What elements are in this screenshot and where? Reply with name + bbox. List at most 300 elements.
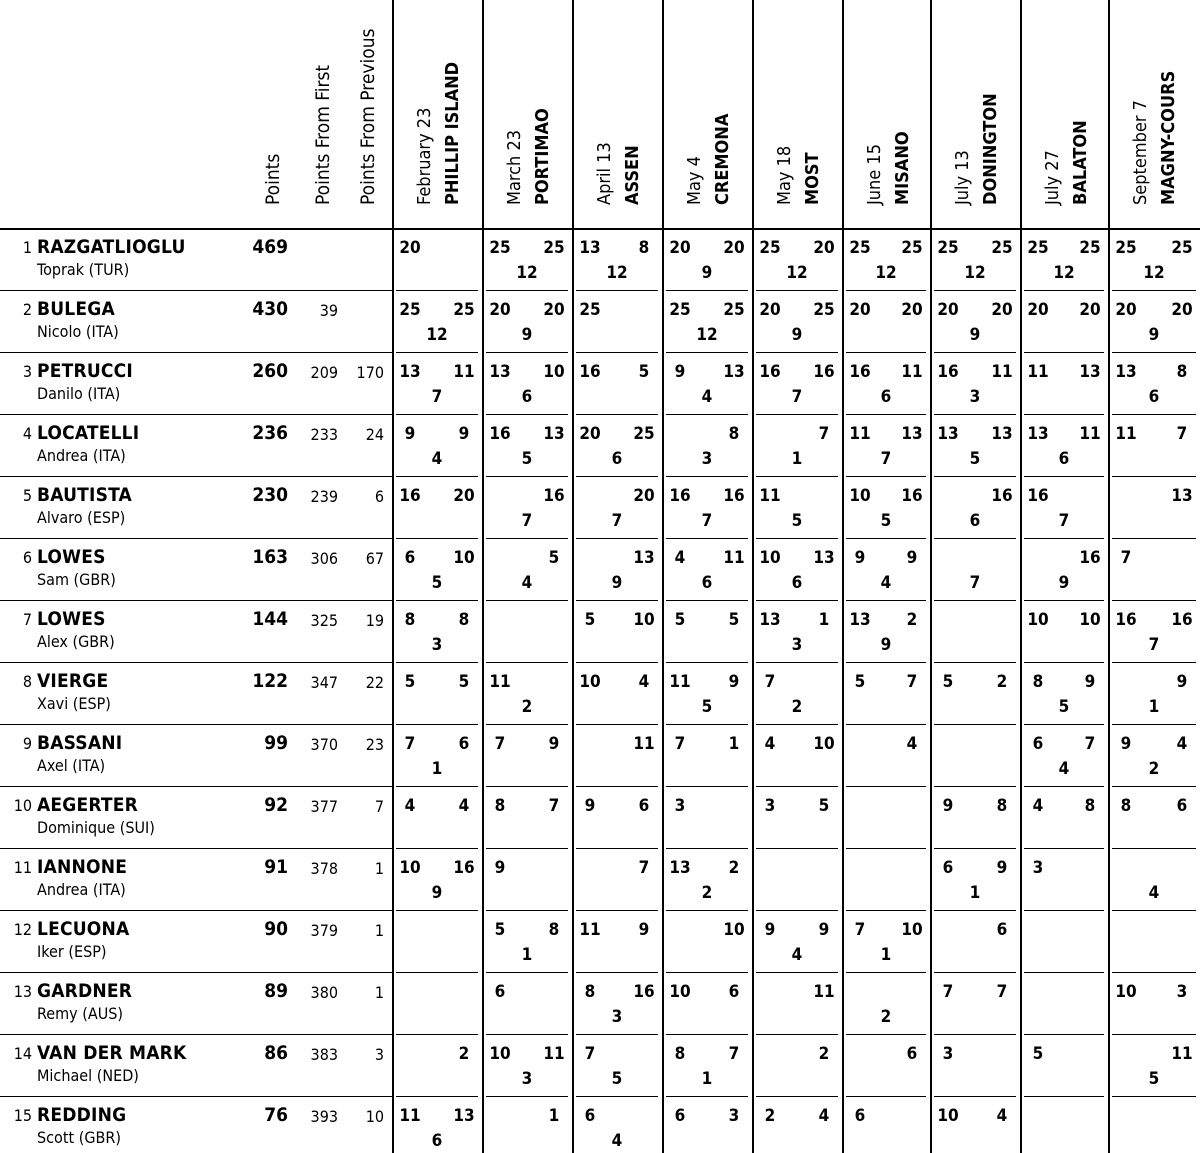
row-divider bbox=[756, 724, 838, 725]
race2-points: 7 bbox=[728, 1044, 740, 1064]
superpole-race-points: 7 bbox=[611, 511, 623, 531]
round-track: DONINGTON bbox=[980, 93, 1001, 205]
superpole-race-points: 2 bbox=[880, 1007, 892, 1027]
race1-points: 9 bbox=[404, 424, 416, 444]
row-divider bbox=[576, 600, 658, 601]
column-divider bbox=[1020, 0, 1022, 1153]
header-divider bbox=[0, 228, 1200, 230]
rider-surname: AEGERTER bbox=[37, 794, 139, 816]
round-track: CREMONA bbox=[712, 113, 733, 205]
race1-points: 8 bbox=[1120, 796, 1132, 816]
race1-points: 4 bbox=[1032, 796, 1044, 816]
row-divider bbox=[396, 600, 478, 601]
superpole-race-points: 7 bbox=[969, 573, 981, 593]
row-divider bbox=[0, 972, 392, 973]
row-divider bbox=[846, 600, 926, 601]
row-divider bbox=[396, 1034, 478, 1035]
race1-points: 5 bbox=[584, 610, 596, 630]
rider-firstname: Toprak (TUR) bbox=[37, 260, 130, 279]
race1-points: 8 bbox=[404, 610, 416, 630]
row-divider bbox=[486, 538, 568, 539]
superpole-race-points: 6 bbox=[1058, 449, 1070, 469]
superpole-race-points: 9 bbox=[431, 883, 443, 903]
race2-points: 7 bbox=[818, 424, 830, 444]
race1-points: 13 bbox=[759, 610, 781, 630]
rider-firstname: Andrea (ITA) bbox=[37, 880, 126, 899]
race2-points: 2 bbox=[728, 858, 740, 878]
superpole-race-points: 9 bbox=[521, 325, 533, 345]
race2-points: 25 bbox=[1079, 238, 1101, 258]
row-divider bbox=[756, 848, 838, 849]
race2-points: 16 bbox=[901, 486, 923, 506]
race1-points: 13 bbox=[669, 858, 691, 878]
superpole-race-points: 5 bbox=[1148, 1069, 1160, 1089]
row-divider bbox=[396, 414, 478, 415]
race1-points: 5 bbox=[494, 920, 506, 940]
row-divider bbox=[756, 538, 838, 539]
race2-points: 25 bbox=[453, 300, 475, 320]
row-divider bbox=[396, 786, 478, 787]
race1-points: 3 bbox=[764, 796, 776, 816]
row-divider bbox=[666, 1034, 748, 1035]
rider-points: 90 bbox=[264, 918, 288, 940]
rider-firstname: Danilo (ITA) bbox=[37, 384, 121, 403]
row-divider bbox=[1024, 476, 1104, 477]
superpole-race-points: 12 bbox=[1053, 263, 1075, 283]
race2-points: 20 bbox=[543, 300, 565, 320]
rider-surname: RAZGATLIOGLU bbox=[37, 236, 186, 258]
race1-points: 16 bbox=[937, 362, 959, 382]
race2-points: 16 bbox=[1171, 610, 1193, 630]
race1-points: 6 bbox=[494, 982, 506, 1002]
row-divider bbox=[486, 414, 568, 415]
row-divider bbox=[934, 1034, 1016, 1035]
row-divider bbox=[666, 848, 748, 849]
race2-points: 8 bbox=[1176, 362, 1188, 382]
rider-points-from-previous: 3 bbox=[374, 1045, 384, 1064]
round-date: May 4 bbox=[684, 156, 705, 205]
race2-points: 5 bbox=[458, 672, 470, 692]
superpole-race-points: 7 bbox=[1148, 635, 1160, 655]
row-divider bbox=[0, 848, 392, 849]
row-divider bbox=[1112, 538, 1196, 539]
race2-points: 8 bbox=[548, 920, 560, 940]
race1-points: 13 bbox=[399, 362, 421, 382]
race1-points: 4 bbox=[764, 734, 776, 754]
rider-points: 230 bbox=[252, 484, 288, 506]
race1-points: 10 bbox=[399, 858, 421, 878]
race2-points: 20 bbox=[1171, 300, 1193, 320]
superpole-race-points: 4 bbox=[521, 573, 533, 593]
race1-points: 3 bbox=[942, 1044, 954, 1064]
rider-surname: GARDNER bbox=[37, 980, 133, 1002]
race2-points: 7 bbox=[1176, 424, 1188, 444]
race1-points: 7 bbox=[1120, 548, 1132, 568]
row-divider bbox=[486, 600, 568, 601]
row-divider bbox=[396, 724, 478, 725]
superpole-race-points: 6 bbox=[1148, 387, 1160, 407]
race2-points: 1 bbox=[818, 610, 830, 630]
race1-points: 11 bbox=[849, 424, 871, 444]
race2-points: 5 bbox=[638, 362, 650, 382]
rider-firstname: Michael (NED) bbox=[37, 1066, 139, 1085]
rider-surname: VAN DER MARK bbox=[37, 1042, 187, 1064]
rider-position: 2 bbox=[22, 300, 32, 319]
row-divider bbox=[846, 910, 926, 911]
row-divider bbox=[576, 414, 658, 415]
column-divider bbox=[1108, 0, 1110, 1153]
race2-points: 6 bbox=[996, 920, 1008, 940]
race2-points: 8 bbox=[638, 238, 650, 258]
rider-surname: IANNONE bbox=[37, 856, 128, 878]
rider-firstname: Dominique (SUI) bbox=[37, 818, 155, 837]
column-divider bbox=[842, 0, 844, 1153]
row-divider bbox=[576, 786, 658, 787]
race1-points: 7 bbox=[764, 672, 776, 692]
rider-position: 8 bbox=[22, 672, 32, 691]
race1-points: 5 bbox=[674, 610, 686, 630]
race1-points: 16 bbox=[1027, 486, 1049, 506]
row-divider bbox=[486, 662, 568, 663]
race2-points: 11 bbox=[633, 734, 655, 754]
superpole-race-points: 1 bbox=[880, 945, 892, 965]
rider-firstname: Axel (ITA) bbox=[37, 756, 106, 775]
race1-points: 20 bbox=[1115, 300, 1137, 320]
superpole-race-points: 6 bbox=[611, 449, 623, 469]
row-divider bbox=[846, 724, 926, 725]
row-divider bbox=[1024, 972, 1104, 973]
row-divider bbox=[934, 1096, 1016, 1097]
race1-points: 10 bbox=[669, 982, 691, 1002]
rider-position: 5 bbox=[22, 486, 32, 505]
column-divider bbox=[392, 0, 394, 1153]
row-divider bbox=[934, 414, 1016, 415]
row-divider bbox=[396, 290, 478, 291]
rider-points-from-previous: 23 bbox=[365, 735, 384, 754]
race2-points: 11 bbox=[991, 362, 1013, 382]
row-divider bbox=[756, 972, 838, 973]
row-divider bbox=[756, 476, 838, 477]
race2-points: 16 bbox=[813, 362, 835, 382]
race2-points: 7 bbox=[548, 796, 560, 816]
race2-points: 25 bbox=[813, 300, 835, 320]
header-points: Points bbox=[262, 153, 284, 205]
row-divider bbox=[756, 1096, 838, 1097]
superpole-race-points: 12 bbox=[964, 263, 986, 283]
race2-points: 7 bbox=[996, 982, 1008, 1002]
row-divider bbox=[756, 414, 838, 415]
row-divider bbox=[1112, 352, 1196, 353]
superpole-race-points: 3 bbox=[701, 449, 713, 469]
race2-points: 6 bbox=[458, 734, 470, 754]
row-divider bbox=[1024, 1034, 1104, 1035]
superpole-race-points: 5 bbox=[521, 449, 533, 469]
rider-points-from-first: 39 bbox=[319, 301, 338, 320]
race2-points: 9 bbox=[1176, 672, 1188, 692]
race2-points: 20 bbox=[723, 238, 745, 258]
superpole-race-points: 3 bbox=[521, 1069, 533, 1089]
superpole-race-points: 7 bbox=[791, 387, 803, 407]
rider-points-from-previous: 67 bbox=[365, 549, 384, 568]
round-date: April 13 bbox=[594, 142, 615, 205]
row-divider bbox=[576, 910, 658, 911]
superpole-race-points: 3 bbox=[969, 387, 981, 407]
row-divider bbox=[1024, 538, 1104, 539]
race1-points: 7 bbox=[584, 1044, 596, 1064]
superpole-race-points: 6 bbox=[431, 1131, 443, 1151]
row-divider bbox=[1112, 1034, 1196, 1035]
round-track: MISANO bbox=[892, 131, 913, 205]
row-divider bbox=[486, 972, 568, 973]
race1-points: 25 bbox=[759, 238, 781, 258]
race1-points: 25 bbox=[669, 300, 691, 320]
rider-points-from-previous: 10 bbox=[365, 1107, 384, 1126]
race2-points: 25 bbox=[723, 300, 745, 320]
row-divider bbox=[1112, 662, 1196, 663]
race2-points: 9 bbox=[458, 424, 470, 444]
rider-points-from-previous: 24 bbox=[365, 425, 384, 444]
race1-points: 11 bbox=[669, 672, 691, 692]
race1-points: 9 bbox=[764, 920, 776, 940]
column-divider bbox=[482, 0, 484, 1153]
row-divider bbox=[0, 910, 392, 911]
rider-points-from-first: 377 bbox=[310, 797, 338, 816]
race1-points: 3 bbox=[1032, 858, 1044, 878]
rider-points-from-first: 370 bbox=[310, 735, 338, 754]
race2-points: 8 bbox=[728, 424, 740, 444]
row-divider bbox=[0, 538, 392, 539]
race1-points: 16 bbox=[669, 486, 691, 506]
row-divider bbox=[486, 848, 568, 849]
race1-points: 16 bbox=[489, 424, 511, 444]
race1-points: 13 bbox=[1115, 362, 1137, 382]
row-divider bbox=[846, 352, 926, 353]
race1-points: 10 bbox=[1027, 610, 1049, 630]
race1-points: 9 bbox=[494, 858, 506, 878]
race1-points: 4 bbox=[404, 796, 416, 816]
superpole-race-points: 12 bbox=[875, 263, 897, 283]
row-divider bbox=[1024, 724, 1104, 725]
race1-points: 7 bbox=[494, 734, 506, 754]
race2-points: 9 bbox=[906, 548, 918, 568]
superpole-race-points: 7 bbox=[521, 511, 533, 531]
race2-points: 6 bbox=[728, 982, 740, 1002]
rider-surname: BAUTISTA bbox=[37, 484, 132, 506]
race1-points: 8 bbox=[674, 1044, 686, 1064]
rider-points-from-previous: 1 bbox=[374, 983, 384, 1002]
round-date: June 15 bbox=[864, 143, 885, 205]
superpole-race-points: 6 bbox=[791, 573, 803, 593]
superpole-race-points: 4 bbox=[1058, 759, 1070, 779]
race1-points: 16 bbox=[1115, 610, 1137, 630]
race2-points: 13 bbox=[1171, 486, 1193, 506]
row-divider bbox=[576, 848, 658, 849]
race2-points: 13 bbox=[1079, 362, 1101, 382]
race1-points: 25 bbox=[1027, 238, 1049, 258]
row-divider bbox=[1112, 848, 1196, 849]
race2-points: 16 bbox=[543, 486, 565, 506]
row-divider bbox=[666, 290, 748, 291]
race2-points: 11 bbox=[1079, 424, 1101, 444]
row-divider bbox=[934, 662, 1016, 663]
rider-firstname: Nicolo (ITA) bbox=[37, 322, 119, 341]
race1-points: 6 bbox=[584, 1106, 596, 1126]
row-divider bbox=[846, 290, 926, 291]
race1-points: 10 bbox=[579, 672, 601, 692]
race2-points: 11 bbox=[723, 548, 745, 568]
row-divider bbox=[846, 538, 926, 539]
round-date: May 18 bbox=[774, 145, 795, 205]
race1-points: 9 bbox=[942, 796, 954, 816]
row-divider bbox=[666, 600, 748, 601]
race2-points: 13 bbox=[991, 424, 1013, 444]
row-divider bbox=[486, 724, 568, 725]
superpole-race-points: 6 bbox=[521, 387, 533, 407]
row-divider bbox=[666, 724, 748, 725]
column-divider bbox=[572, 0, 574, 1153]
race2-points: 10 bbox=[1079, 610, 1101, 630]
rider-points-from-previous: 22 bbox=[365, 673, 384, 692]
race1-points: 6 bbox=[404, 548, 416, 568]
race2-points: 4 bbox=[1176, 734, 1188, 754]
rider-points: 92 bbox=[264, 794, 288, 816]
superpole-race-points: 12 bbox=[1143, 263, 1165, 283]
race1-points: 10 bbox=[489, 1044, 511, 1064]
superpole-race-points: 5 bbox=[431, 573, 443, 593]
rider-points-from-first: 378 bbox=[310, 859, 338, 878]
row-divider bbox=[396, 538, 478, 539]
row-divider bbox=[846, 1096, 926, 1097]
superpole-race-points: 5 bbox=[791, 511, 803, 531]
superpole-race-points: 9 bbox=[701, 263, 713, 283]
race1-points: 13 bbox=[1027, 424, 1049, 444]
rider-points-from-first: 306 bbox=[310, 549, 338, 568]
superpole-race-points: 3 bbox=[431, 635, 443, 655]
row-divider bbox=[396, 848, 478, 849]
race2-points: 7 bbox=[638, 858, 650, 878]
rider-points: 469 bbox=[252, 236, 288, 258]
row-divider bbox=[1024, 290, 1104, 291]
rider-firstname: Alex (GBR) bbox=[37, 632, 115, 651]
row-divider bbox=[0, 414, 392, 415]
race2-points: 10 bbox=[453, 548, 475, 568]
row-divider bbox=[934, 724, 1016, 725]
row-divider bbox=[576, 476, 658, 477]
superpole-race-points: 3 bbox=[791, 635, 803, 655]
race2-points: 25 bbox=[991, 238, 1013, 258]
race1-points: 20 bbox=[759, 300, 781, 320]
race1-points: 6 bbox=[942, 858, 954, 878]
race1-points: 25 bbox=[937, 238, 959, 258]
race2-points: 6 bbox=[906, 1044, 918, 1064]
rider-points-from-previous: 1 bbox=[374, 859, 384, 878]
race2-points: 2 bbox=[996, 672, 1008, 692]
column-divider bbox=[662, 0, 664, 1153]
row-divider bbox=[1112, 910, 1196, 911]
rider-surname: BASSANI bbox=[37, 732, 123, 754]
race1-points: 9 bbox=[1120, 734, 1132, 754]
row-divider bbox=[934, 786, 1016, 787]
race1-points: 25 bbox=[489, 238, 511, 258]
rider-position: 1 bbox=[22, 238, 32, 257]
superpole-race-points: 2 bbox=[521, 697, 533, 717]
row-divider bbox=[396, 662, 478, 663]
race1-points: 2 bbox=[764, 1106, 776, 1126]
race1-points: 10 bbox=[1115, 982, 1137, 1002]
race1-points: 16 bbox=[759, 362, 781, 382]
rider-points-from-previous: 1 bbox=[374, 921, 384, 940]
race1-points: 10 bbox=[849, 486, 871, 506]
rider-firstname: Remy (AUS) bbox=[37, 1004, 124, 1023]
row-divider bbox=[1112, 972, 1196, 973]
rider-points-from-first: 347 bbox=[310, 673, 338, 692]
race2-points: 20 bbox=[1079, 300, 1101, 320]
race1-points: 7 bbox=[854, 920, 866, 940]
race1-points: 8 bbox=[1032, 672, 1044, 692]
race2-points: 9 bbox=[638, 920, 650, 940]
race2-points: 20 bbox=[991, 300, 1013, 320]
race2-points: 4 bbox=[906, 734, 918, 754]
race2-points: 13 bbox=[813, 548, 835, 568]
row-divider bbox=[1024, 600, 1104, 601]
row-divider bbox=[934, 290, 1016, 291]
row-divider bbox=[1024, 662, 1104, 663]
rider-position: 9 bbox=[22, 734, 32, 753]
round-date: July 13 bbox=[952, 150, 973, 205]
superpole-race-points: 9 bbox=[791, 325, 803, 345]
rider-points: 430 bbox=[252, 298, 288, 320]
race2-points: 25 bbox=[543, 238, 565, 258]
row-divider bbox=[0, 786, 392, 787]
row-divider bbox=[666, 352, 748, 353]
race2-points: 13 bbox=[543, 424, 565, 444]
row-divider bbox=[0, 724, 392, 725]
race2-points: 10 bbox=[901, 920, 923, 940]
row-divider bbox=[486, 476, 568, 477]
rider-points-from-first: 383 bbox=[310, 1045, 338, 1064]
rider-surname: BULEGA bbox=[37, 298, 115, 320]
row-divider bbox=[576, 662, 658, 663]
row-divider bbox=[1024, 352, 1104, 353]
rider-position: 14 bbox=[13, 1044, 32, 1063]
header-points-from-first: Points From First bbox=[312, 64, 334, 205]
superpole-race-points: 1 bbox=[969, 883, 981, 903]
rider-points: 163 bbox=[252, 546, 288, 568]
race1-points: 25 bbox=[849, 238, 871, 258]
race2-points: 25 bbox=[1171, 238, 1193, 258]
race1-points: 4 bbox=[674, 548, 686, 568]
race2-points: 16 bbox=[453, 858, 475, 878]
race1-points: 16 bbox=[399, 486, 421, 506]
race1-points: 8 bbox=[584, 982, 596, 1002]
rider-position: 13 bbox=[13, 982, 32, 1001]
rider-firstname: Xavi (ESP) bbox=[37, 694, 111, 713]
rider-position: 4 bbox=[22, 424, 32, 443]
row-divider bbox=[1024, 848, 1104, 849]
race2-points: 4 bbox=[458, 796, 470, 816]
rider-points-from-first: 393 bbox=[310, 1107, 338, 1126]
race1-points: 25 bbox=[1115, 238, 1137, 258]
race1-points: 11 bbox=[579, 920, 601, 940]
superpole-race-points: 5 bbox=[969, 449, 981, 469]
race2-points: 9 bbox=[1084, 672, 1096, 692]
race2-points: 13 bbox=[633, 548, 655, 568]
row-divider bbox=[486, 786, 568, 787]
race1-points: 13 bbox=[849, 610, 871, 630]
round-track: MAGNY-COURS bbox=[1158, 70, 1179, 205]
race1-points: 25 bbox=[579, 300, 601, 320]
row-divider bbox=[666, 910, 748, 911]
